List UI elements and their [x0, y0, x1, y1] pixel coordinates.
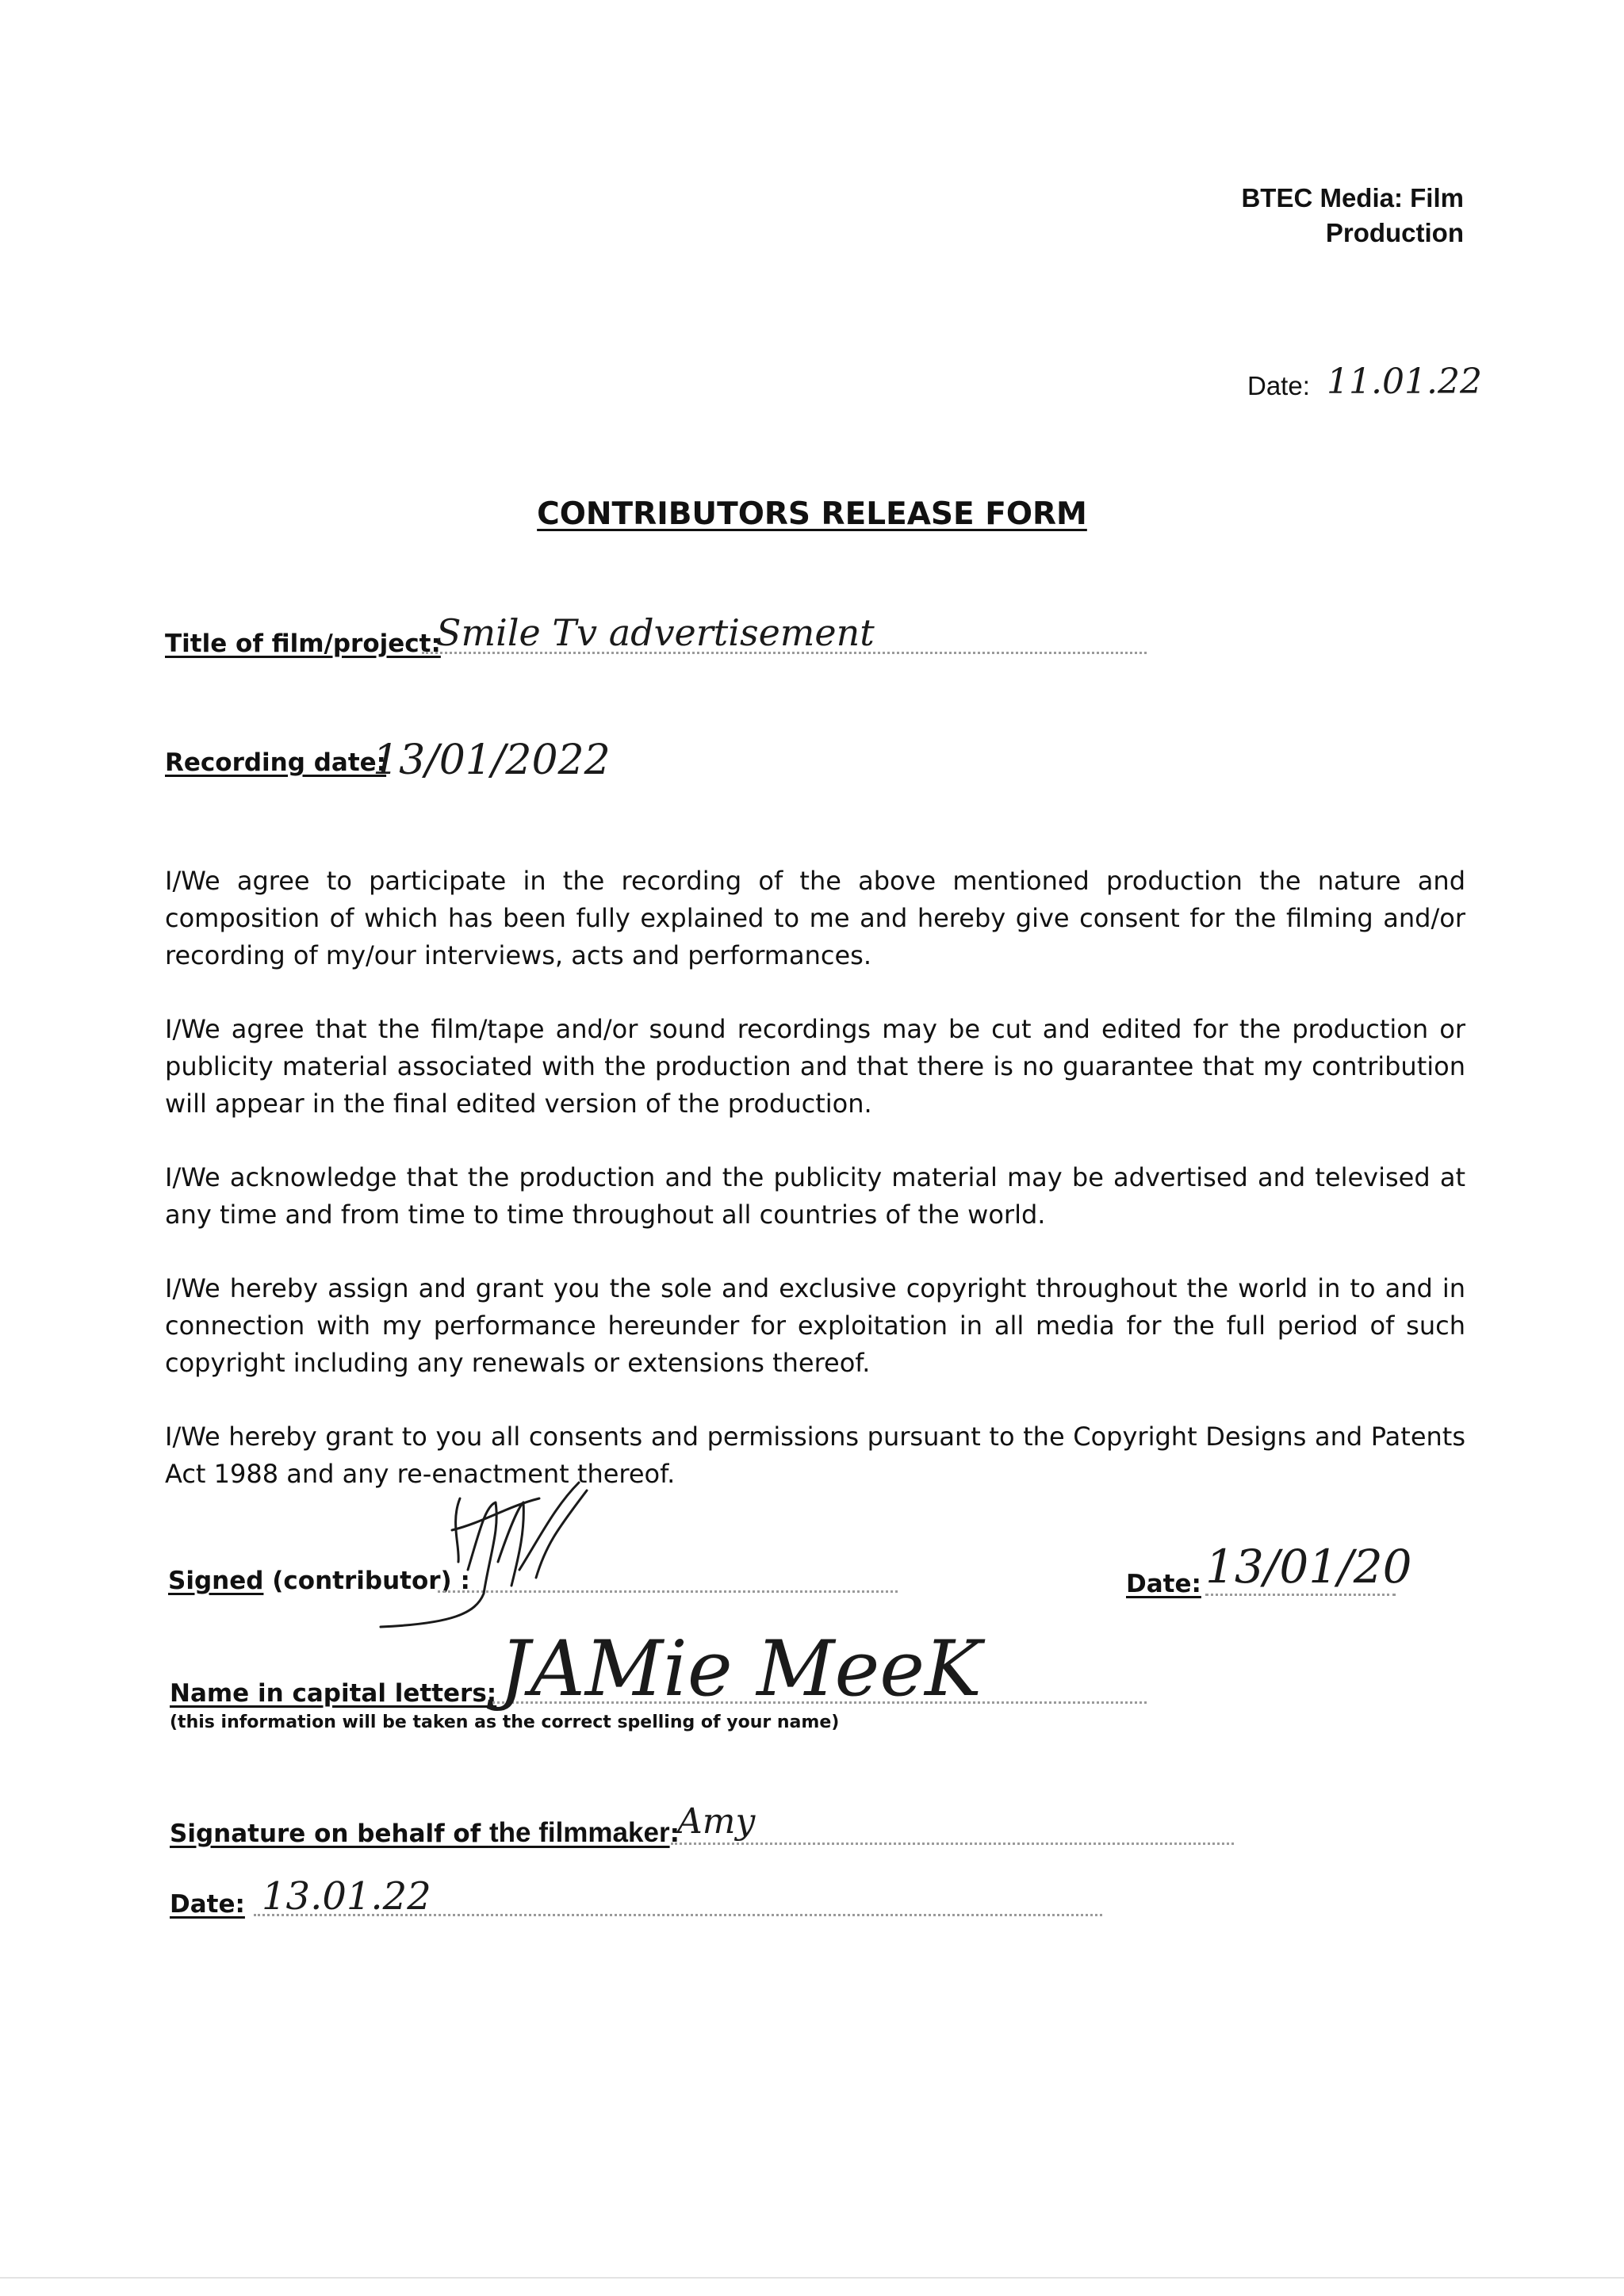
page-bottom-edge — [0, 2277, 1624, 2279]
filmmaker-label-part2: the filmmaker — [488, 1817, 670, 1848]
filmmaker-label-colon: : — [669, 1820, 680, 1848]
filmmaker-label-part1: Signature on behalf of — [170, 1820, 489, 1848]
contributor-date-value: 13/01/20 — [1205, 1540, 1412, 1594]
name-field-handwriting — [500, 1617, 1007, 1712]
top-date — [1247, 362, 1482, 402]
filmmaker-signature-value: Amy — [677, 1801, 756, 1842]
contributor-date-label: Date: — [1126, 1570, 1201, 1598]
agreement-paragraph: I/We acknowledge that the production and the publicity material may be advertised and televised at any time and from time to time throughout all countries of the world. — [165, 1162, 1465, 1230]
bottom-date-handwriting — [262, 1866, 500, 1925]
name-field-note: (this information will be taken as the correct spelling of your name) — [170, 1712, 840, 1732]
filmmaker-signature-label — [170, 1817, 680, 1849]
top-date-value: 11.01.22 — [1327, 362, 1482, 402]
title-field-value: Smile Tv advertisement — [436, 611, 875, 654]
recording-date-value: 13/01/2022 — [373, 737, 611, 784]
course-header-line2: Production — [1325, 218, 1464, 247]
top-date-handwriting — [1327, 358, 1509, 409]
agreement-paragraph: I/We hereby grant to you all consents and permissions pursuant to the Copyright Designs and Patents Act 1988 and any re-enactment thereof. — [165, 1422, 1465, 1489]
recording-date-handwriting — [373, 728, 674, 791]
name-field-label: Name in capital letters: — [170, 1679, 497, 1708]
agreement-text — [165, 863, 1465, 1529]
agreement-paragraph: I/We hereby assign and grant you the sole and exclusive copyright throughout the world in to and in connection with my performance hereunder for exploitation in all media for the full period of such copyright including any renewals or extensions thereof. — [165, 1273, 1465, 1378]
top-date-label: Date: — [1247, 371, 1310, 400]
bottom-date-value: 13.01.22 — [262, 1874, 431, 1919]
title-field-label: Title of film/project: — [165, 629, 441, 658]
name-field-value: JAMie MeeK — [500, 1624, 982, 1713]
contributor-word: (contributor) : — [263, 1567, 470, 1595]
agreement-paragraph: I/We agree that the film/tape and/or sound recordings may be cut and edited for the production or publicity material associated with the production and that there is no guarantee that my contribution will appear in the final edited version of the production. — [165, 1014, 1465, 1119]
contributor-date-handwriting — [1205, 1530, 1459, 1598]
agreement-paragraph: I/We agree to participate in the recording of the above mentioned production the nature and composition of which has been fully explained to me and hereby give consent for the filming and/or recording of my/our interviews, acts and performances. — [165, 866, 1465, 970]
course-header-line1: BTEC Media: Film — [1241, 183, 1464, 212]
form-title: CONTRIBUTORS RELEASE FORM — [537, 496, 1087, 532]
recording-date-label: Recording date: — [165, 748, 387, 777]
signed-word: Signed — [168, 1567, 264, 1595]
bottom-date-label: Date: — [170, 1890, 245, 1919]
course-header — [1241, 181, 1464, 251]
filmmaker-signature — [669, 1798, 807, 1849]
contributor-signature — [349, 1475, 634, 1633]
title-field-handwriting — [436, 604, 928, 660]
